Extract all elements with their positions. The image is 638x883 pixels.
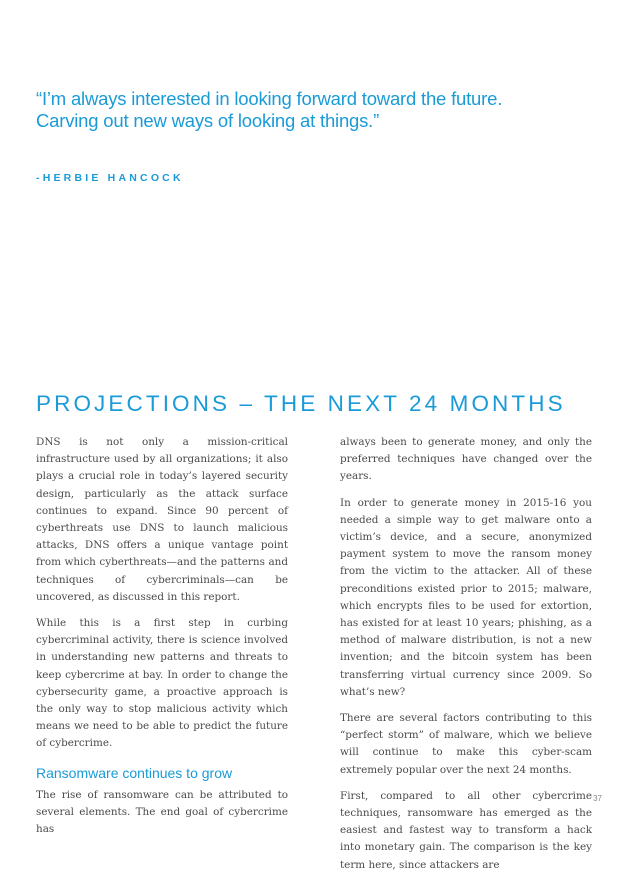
quote-line-2: Carving out new ways of looking at things.”: [36, 110, 380, 131]
paragraph: always been to generate money, and only the preferred techniques have changed over the years.: [340, 436, 592, 483]
paragraph: The rise of ransomware can be attributed to several elements. The end goal of cybercrime has: [36, 788, 288, 836]
section-title: PROJECTIONS – THE NEXT 24 MONTHS: [36, 391, 566, 416]
quote-attribution: -HERBIE HANCOCK: [36, 172, 184, 184]
subheading: Ransomware continues to grow: [36, 764, 233, 781]
right-column: [340, 434, 592, 883]
left-column: [36, 434, 288, 847]
paragraph: While this is a first step in curbing cybercriminal activity, there is science involved in understanding new patterns and threats to keep cybercrime at bay. In order to change the cybersecurity game, a proactive approach is the only way to stop malicious activity which means we need to be able to predict the future of cybercrime.: [36, 617, 288, 750]
quote-line-1: “I’m always interested in looking forward toward the future.: [36, 88, 503, 109]
paragraph: In order to generate money in 2015-16 you needed a simple way to get malware onto a victim’s device, and a secure, anonymized payment system to move the ransom money from the victim to the attacker. All of these preconditions existed prior to 2015; malware, which encrypts files to be used for extortion, has existed for at least 10 years; phishing, as a method of malware distribution, is not a new invention; and the bitcoin system has been transferring virtual currency since 2009. So what’s new?: [340, 496, 592, 698]
pull-quote: [36, 88, 596, 132]
paragraph: There are several factors contributing to this “perfect storm” of malware, which we believe will continue to make this cyber-scam extremely popular over the next 24 months.: [340, 712, 592, 776]
paragraph: DNS is not only a mission-critical infrastructure used by all organizations; it also plays a crucial role in today’s layered security design, particularly as the attack surface continues to expand. Since 90 percent of cyberthreats use DNS to launch malicious attacks, DNS offers a unique vantage point from which cyberthreats—and the patterns and techniques of cybercriminals—can be uncovered, as discussed in this report.: [36, 436, 288, 603]
page-number: 37: [593, 794, 602, 803]
paragraph: First, compared to all other cybercrime techniques, ransomware has emerged as the easiest and fastest way to transform a hack into monetary gain. The comparison is the key term here, since attackers are: [340, 789, 592, 871]
